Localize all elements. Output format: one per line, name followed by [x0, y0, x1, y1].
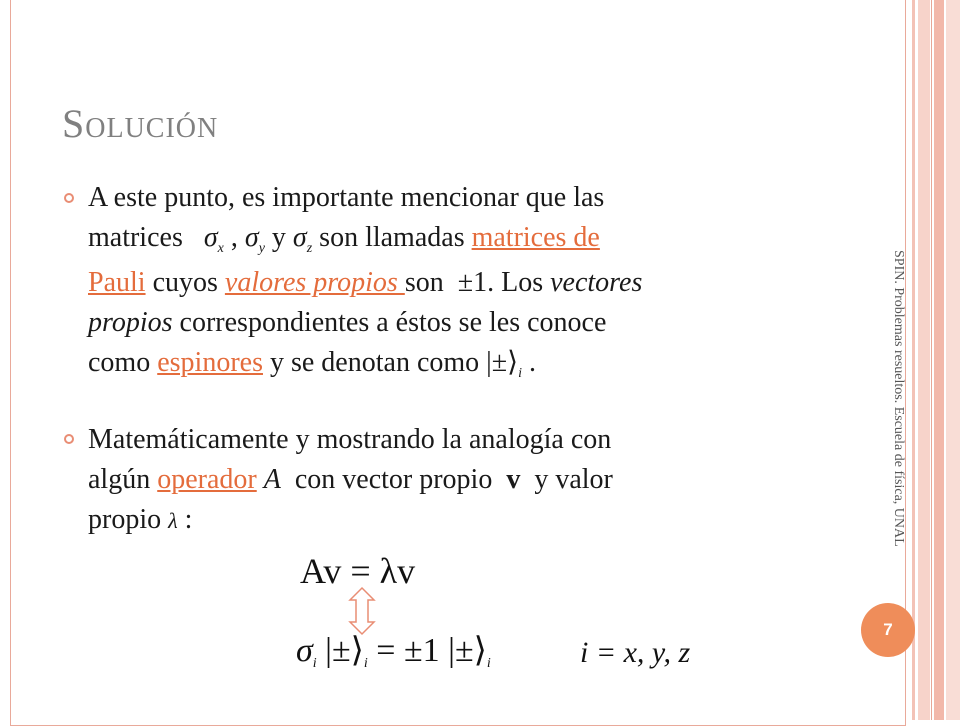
bullet-circle-icon	[64, 434, 74, 444]
bullet-1-line-4: propios correspondientes a éstos se les conoce	[88, 307, 607, 338]
slide-title: Solución	[62, 101, 219, 146]
right-strip	[931, 0, 932, 720]
bullet-2-line-1: Matemáticamente y mostrando la analogía con	[88, 424, 612, 455]
vector-v: v	[506, 464, 521, 495]
pauli-eigen-equation: σi |±⟩i = ±1 |±⟩i	[296, 632, 491, 671]
side-note: SPIN. Problemas resueltos. Escuela de física, UNAL	[891, 250, 906, 547]
index-definition: i = x, y, z	[580, 636, 691, 669]
operator-A: A	[263, 464, 281, 495]
plus-minus-one: ±1	[457, 267, 488, 298]
sigma-y: $\sigma_y$	[244, 222, 265, 256]
sigma-z: $\sigma_z$	[292, 222, 313, 256]
bullet-circle-icon	[64, 193, 74, 203]
sigma-x: $\sigma_x$	[203, 222, 224, 256]
right-strip	[918, 0, 930, 720]
eigenvalue-equation: Av = λv	[300, 551, 416, 591]
link-matrices-de-pauli[interactable]: matrices de	[471, 222, 600, 253]
right-strip	[912, 0, 915, 720]
bullet-2-line-3: propio λ :	[88, 504, 193, 535]
bullet-1-line-2: matrices $\sigma_x$ , $\sigma_y$ y $\sigma_z$ son llamadas matrices de	[88, 222, 600, 256]
bullet-1-line-3: Pauli cuyos valores propios son ±1. Los vectores	[88, 267, 643, 298]
link-operador[interactable]: operador	[157, 464, 257, 495]
link-pauli[interactable]: Pauli	[88, 267, 146, 298]
lambda-symbol: λ	[168, 508, 178, 533]
bullet-2-line-2: algún operador A con vector propio v y valor	[88, 464, 613, 495]
bullet-2-text	[88, 420, 788, 541]
bullet-1-line-1: A este punto, es importante mencionar que las	[88, 182, 605, 213]
double-arrow-icon	[348, 586, 376, 636]
ket-plus-minus: $|\pm⟩_i$	[486, 347, 522, 381]
bullet-1-text	[88, 178, 788, 388]
link-valores-propios[interactable]: valores propios	[224, 267, 405, 298]
bullet-1-line-5: como espinores y se denotan como $|\pm⟩_i$ .	[88, 347, 536, 381]
right-strip	[934, 0, 944, 720]
link-espinores[interactable]: espinores	[157, 347, 263, 378]
page-number-badge: 7	[861, 603, 915, 657]
right-strip	[946, 0, 960, 720]
